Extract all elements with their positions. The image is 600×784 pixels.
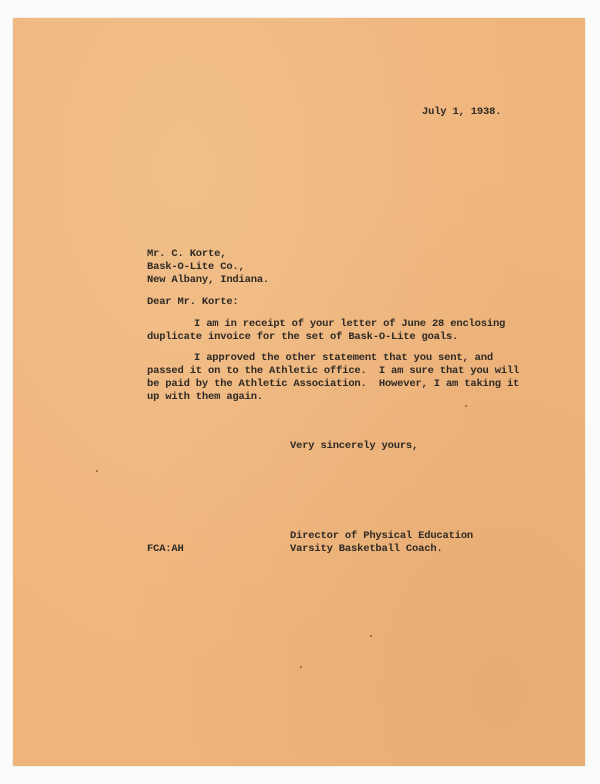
paper-speck bbox=[96, 470, 98, 472]
signature-title-1: Director of Physical Education bbox=[290, 530, 474, 542]
paragraph-2-line: be paid by the Athletic Association. However, I am taking it bbox=[147, 378, 520, 390]
recipient-city: New Albany, Indiana. bbox=[147, 274, 270, 286]
typist-initials: FCA:AH bbox=[147, 543, 184, 555]
paragraph-2-line: I approved the other statement that you sent, and bbox=[194, 352, 493, 364]
paper-speck bbox=[300, 666, 302, 668]
paragraph-1-line: I am in receipt of your letter of June 28 enclosing bbox=[194, 318, 506, 330]
letter-paper bbox=[13, 18, 585, 766]
salutation: Dear Mr. Korte: bbox=[147, 296, 239, 308]
letter-date: July 1, 1938. bbox=[422, 106, 502, 118]
closing: Very sincerely yours, bbox=[290, 440, 419, 452]
paragraph-1-line: duplicate invoice for the set of Bask-O-Lite goals. bbox=[147, 331, 459, 343]
paragraph-2-line: passed it on to the Athletic office. I am sure that you will bbox=[147, 365, 520, 377]
recipient-name: Mr. C. Korte, bbox=[147, 248, 227, 260]
recipient-company: Bask-O-Lite Co., bbox=[147, 261, 245, 273]
paper-speck bbox=[370, 635, 372, 637]
signature-title-2: Varsity Basketball Coach. bbox=[290, 543, 443, 555]
paragraph-2-line: up with them again. bbox=[147, 391, 263, 403]
paper-speck bbox=[465, 405, 467, 407]
